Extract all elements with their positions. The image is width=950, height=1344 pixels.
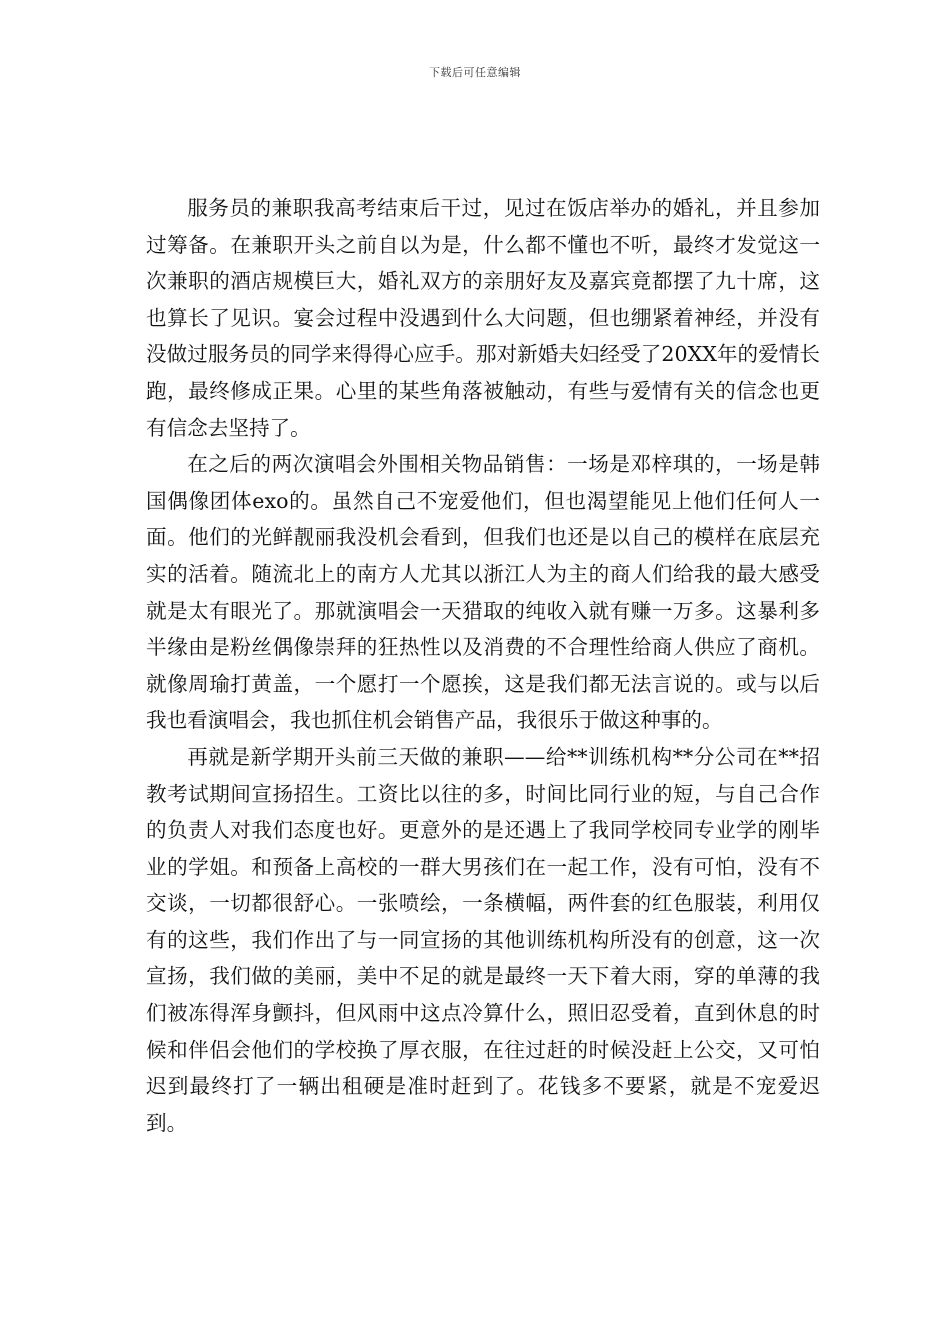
paragraph-waiter-job: 服务员的兼职我高考结束后干过，见过在饭店举办的婚礼，并且参加过筹备。在兼职开头之前自以为是，什么都不懂也不听，最终才发觉这一次兼职的酒店规模巨大，婚礼双方的亲朋好友及嘉宾竟都摆了九十席，这也算长了见识。宴会过程中没遇到什么大问题，但也绷紧着神经，并没有没做过服务员的同学来得得心应手。那对新婚夫妇经受了20XX年的爱情长跑，最终修成正果。心里的某些角落被触动，有些与爱情有关的信念也更有信念去坚持了。 <box>146 196 820 440</box>
document-body <box>146 190 820 1141</box>
header-note: 下载后可任意编辑 <box>429 66 521 79</box>
paragraph-concert-sales: 在之后的两次演唱会外围相关物品销售：一场是邓梓琪的，一场是韩国偶像团体exo的。虽然自己不宠爱他们，但也渴望能见上他们任何人一面。他们的光鲜靓丽我没机会看到，但我们也还是以自己的模样在底层充实的活着。随流北上的南方人尤其以浙江人为主的商人们给我的最大感受就是太有眼光了。那就演唱会一天猎取的纯收入就有赚一万多。这暴利多半缘由是粉丝偶像崇拜的狂热性以及消费的不合理性给商人供应了商机。就像周瑜打黄盖，一个愿打一个愿挨，这是我们都无法言说的。或与以后我也看演唱会，我也抓住机会销售产品，我很乐于做这种事的。 <box>146 452 820 733</box>
paragraph-promotion-job: 再就是新学期开头前三天做的兼职——给**训练机构**分公司在**招教考试期间宣扬招生。工资比以往的多，时间比同行业的短，与自己合作的负责人对我们态度也好。更意外的是还遇上了我同学校同专业学的刚毕业的学姐。和预备上高校的一群大男孩们在一起工作，没有可怕，没有不交谈，一切都很舒心。一张喷绘，一条横幅，两件套的红色服装，利用仅有的这些，我们作出了与一同宣扬的其他训练机构所没有的创意，这一次宣扬，我们做的美丽，美中不足的就是最终一天下着大雨，穿的单薄的我们被冻得浑身颤抖，但风雨中这点冷算什么，照旧忍受着，直到休息的时候和伴侣会他们的学校换了厚衣服，在往过赶的时候没赶上公交，又可怕迟到最终打了一辆出租硬是准时赶到了。花钱多不要紧，就是不宠爱迟到。 <box>146 744 820 1135</box>
